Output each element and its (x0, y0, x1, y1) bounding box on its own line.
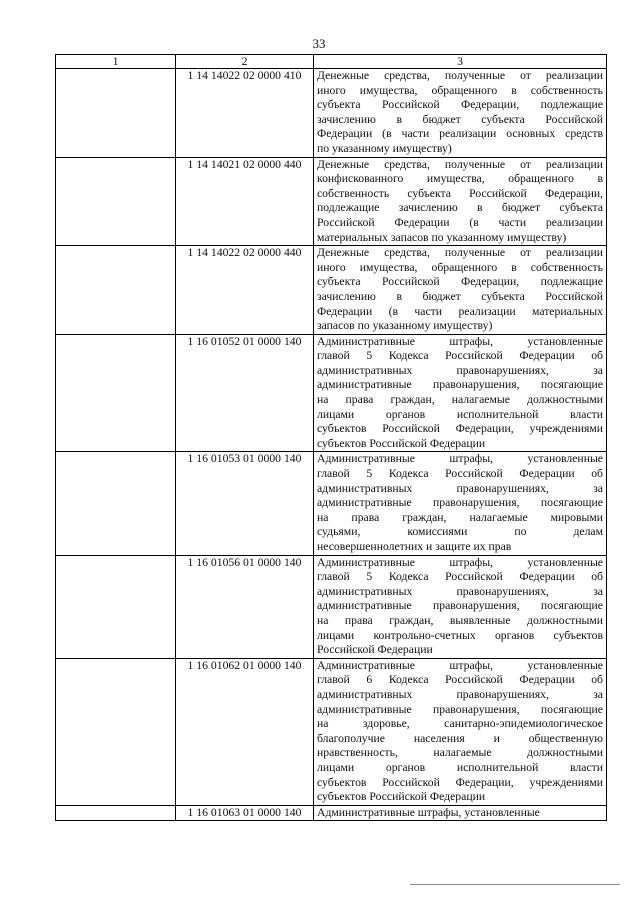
description-line: Административные штрафы, установленные (317, 334, 603, 348)
table-row (56, 452, 607, 555)
description-line: собственность субъекта Российской Федерации, (317, 186, 603, 200)
description-line: Российской Федерации (317, 643, 433, 657)
budget-code-cell: 1 16 01056 01 0000 140 (176, 555, 314, 658)
description-line: подлежащие зачислению в бюджет субъекта (317, 201, 603, 215)
budget-code-cell: 1 16 01062 01 0000 140 (176, 658, 314, 805)
description-line: субъектов Российской Федерации, учреждениями (317, 422, 603, 436)
description-line: иного имущества, обращенного в собственность (317, 83, 603, 97)
description-line: Денежные средства, полученные от реализации (317, 246, 603, 260)
description-line: субъектов Российской Федерации (317, 790, 486, 804)
description-line: административных правонарушениях, за (317, 363, 603, 377)
description-cell (314, 334, 607, 452)
description-line: административные правонарушения, посягающие (317, 496, 603, 510)
description-line: лицами органов исполнительной власти (317, 407, 603, 421)
description-line: зачислению в бюджет субъекта Российской (317, 289, 603, 303)
description-line: административных правонарушениях, за (317, 481, 603, 495)
description-line: по указанному имуществу) (317, 141, 452, 155)
description-line: административных правонарушениях, за (317, 687, 603, 701)
description-line: иного имущества, обращенного в собственность (317, 260, 603, 274)
row-col-1-empty (56, 246, 176, 335)
budget-code-cell: 1 14 14022 02 0000 440 (176, 246, 314, 335)
table-row (56, 246, 607, 335)
header-col-2: 2 (176, 55, 314, 69)
row-col-1-empty (56, 805, 176, 821)
description-cell (314, 246, 607, 335)
page-number: 33 (312, 36, 326, 51)
bottom-rule (410, 884, 620, 885)
description-cell (314, 69, 607, 158)
table-row (56, 658, 607, 805)
description-line: административных правонарушениях, за (317, 584, 603, 598)
description-line: административные правонарушения, посягающие (317, 599, 603, 613)
description-line: Административные штрафы, установленные (317, 658, 603, 672)
row-col-1-empty (56, 658, 176, 805)
description-line: зачислению в бюджет субъекта Российской (317, 112, 603, 126)
table-row (56, 157, 607, 246)
table-row (56, 69, 607, 158)
description-line: на права граждан, налагаемые должностными (317, 393, 603, 407)
description-cell (314, 157, 607, 246)
description-line: лицами контрольно-счетных органов субъектов (317, 628, 603, 642)
description-line: субъекта Российской Федерации, подлежащие (317, 275, 603, 289)
description-line: материальных запасов по указанному имуществу) (317, 230, 567, 244)
description-line: конфискованного имущества, обращенного в (317, 172, 603, 186)
description-line: судьями, комиссиями по делам (317, 525, 603, 539)
row-col-1-empty (56, 334, 176, 452)
description-line: Денежные средства, полученные от реализации (317, 157, 603, 171)
description-cell (314, 452, 607, 555)
description-line: Административные штрафы, установленные (317, 805, 540, 819)
description-line: на права граждан, налагаемые мировыми (317, 510, 603, 524)
table-row (56, 334, 607, 452)
description-line: административные правонарушения, посягающие (317, 378, 603, 392)
description-line: на здоровье, санитарно-эпидемиологическое (317, 717, 603, 731)
table-row (56, 805, 607, 821)
description-line: на права граждан, выявленные должностными (317, 613, 603, 627)
budget-code-cell: 1 16 01053 01 0000 140 (176, 452, 314, 555)
header-col-1: 1 (56, 55, 176, 69)
description-line: благополучие населения и общественную (317, 731, 603, 745)
row-col-1-empty (56, 157, 176, 246)
description-line: субъекта Российской Федерации, подлежащие (317, 98, 603, 112)
budget-code-cell: 1 14 14022 02 0000 410 (176, 69, 314, 158)
budget-code-cell: 1 16 01063 01 0000 140 (176, 805, 314, 821)
description-line: Российской Федерации (в части реализации (317, 215, 603, 229)
description-line: запасов по указанному имуществу) (317, 319, 493, 333)
description-line: Административные штрафы, установленные (317, 452, 603, 466)
description-line: Административные штрафы, установленные (317, 555, 603, 569)
description-line: административные правонарушения, посягающие (317, 702, 603, 716)
budget-code-cell: 1 14 14021 02 0000 440 (176, 157, 314, 246)
description-line: главой 5 Кодекса Российской Федерации об (317, 349, 603, 363)
row-col-1-empty (56, 69, 176, 158)
description-line: субъектов Российской Федерации (317, 436, 486, 450)
row-col-1-empty (56, 555, 176, 658)
description-line: несовершеннолетних и защите их прав (317, 540, 512, 553)
table-row (56, 555, 607, 658)
description-line: Денежные средства, полученные от реализации (317, 69, 603, 82)
description-line: главой 5 Кодекса Российской Федерации об (317, 467, 603, 481)
budget-code-cell: 1 16 01052 01 0000 140 (176, 334, 314, 452)
description-line: лицами органов исполнительной власти (317, 760, 603, 774)
table-header-row (56, 55, 607, 69)
row-col-1-empty (56, 452, 176, 555)
description-line: Федерации (в части реализации основных средств (317, 127, 603, 141)
description-cell (314, 658, 607, 805)
description-line: субъектов Российской Федерации, учреждениями (317, 775, 603, 789)
header-col-3: 3 (314, 55, 607, 69)
description-line: главой 5 Кодекса Российской Федерации об (317, 570, 603, 584)
description-cell (314, 555, 607, 658)
description-line: главой 6 Кодекса Российской Федерации об (317, 673, 603, 687)
description-cell (314, 805, 607, 821)
budget-codes-table (55, 54, 607, 821)
description-line: Федерации (в части реализации материальных (317, 304, 603, 318)
description-line: нравственность, налагаемые должностными (317, 746, 603, 760)
